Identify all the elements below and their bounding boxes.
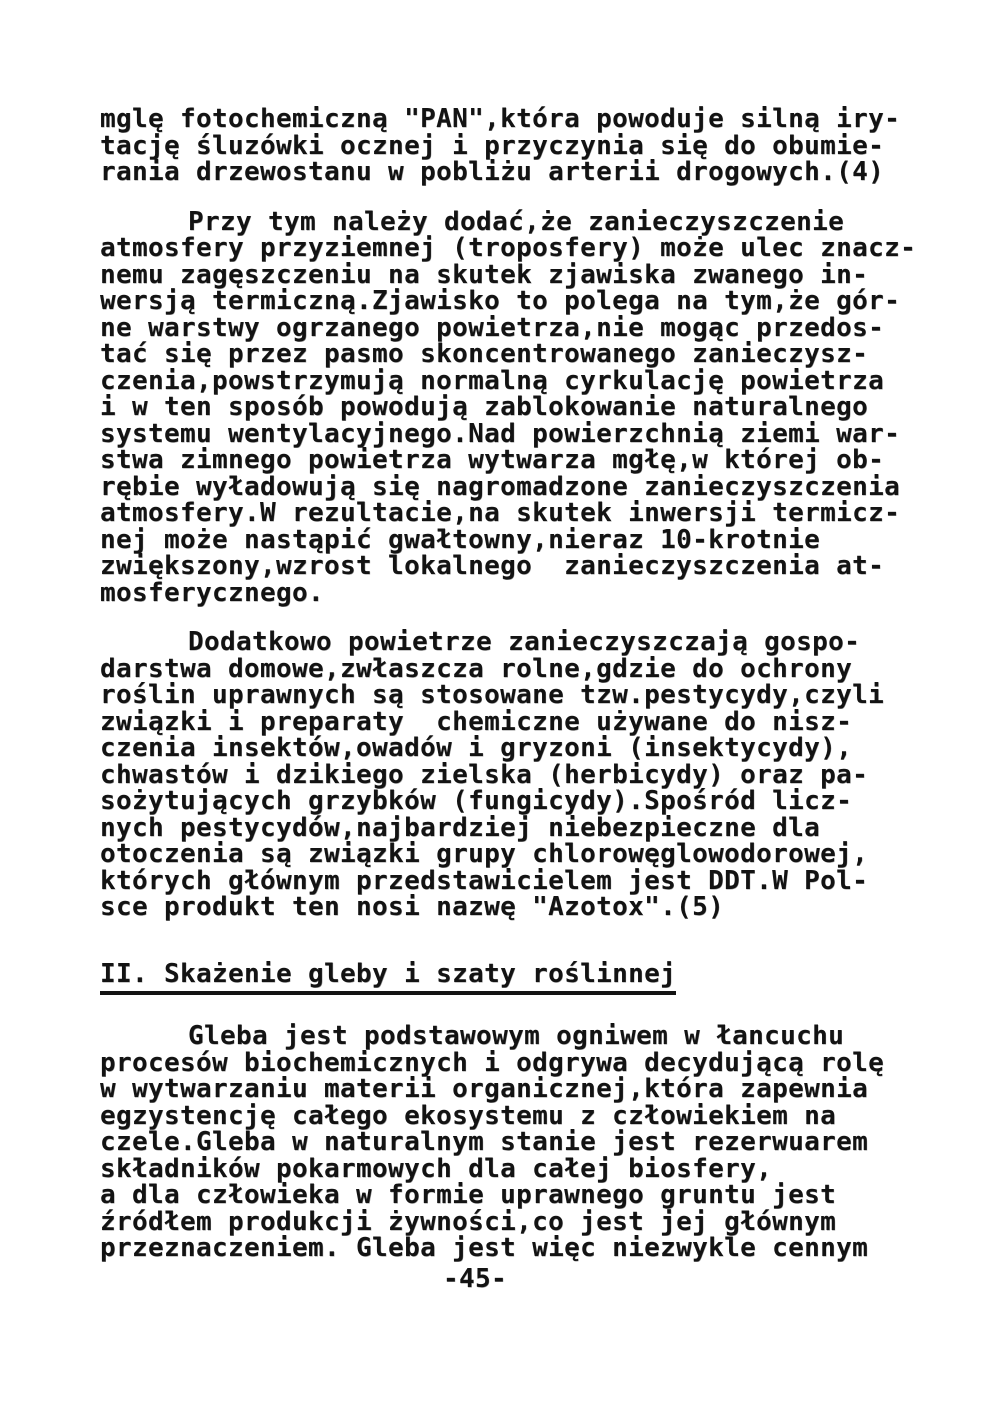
text-line: przeznaczeniem. Gleba jest więc niezwykle cennym: [100, 1233, 869, 1263]
text-line: czenia,powstrzymują normalną cyrkulację powietrza: [100, 365, 885, 396]
text-line: atmosfery przyziemnej (troposfery) może ulec znacz-: [100, 233, 917, 263]
text-line: chwastów i dzikiego zielska (herbicydy) oraz pa-: [100, 759, 869, 790]
text-line: mosferycznego.: [100, 577, 325, 608]
text-line: stwa zimnego powietrza wytwarza mgłę,w której ob-: [100, 445, 885, 475]
text-line: tać się przez pasmo skoncentrowanego zanieczysz-: [100, 339, 869, 369]
text-line: a dla człowieka w formie uprawnego gruntu jest: [100, 1180, 837, 1210]
paragraph: [100, 206, 920, 608]
paragraph: [100, 629, 920, 921]
text-line: i w ten sposób powodują zablokowanie naturalnego: [100, 392, 869, 422]
text-line: czele.Gleba w naturalnym stanie jest rezerwuarem: [100, 1127, 869, 1157]
text-line: rania drzewostanu w pobliżu arterii drogowych.(4): [100, 157, 885, 187]
text-line: darstwa domowe,zwłaszcza rolne,gdzie do ochrony: [100, 653, 853, 684]
text-line: procesów biochemicznych i odgrywa decydującą rolę: [100, 1047, 885, 1078]
paragraph: [100, 1023, 920, 1262]
text-line: czenia insektów,owadów i gryzoni (insektycydy),: [100, 733, 853, 763]
text-line: których głównym przedstawicielem jest DDT.W Pol-: [100, 865, 869, 896]
text-line: otoczenia są związki grupy chlorowęglowodorowej,: [100, 839, 869, 869]
text-line: sce produkt ten nosi nazwę "Azotox".(5): [100, 892, 725, 922]
section-heading: [100, 958, 920, 996]
text-line: rębie wyładowują się nagromadzone zanieczyszczenia: [100, 471, 901, 502]
text-line: Przy tym należy dodać,że zanieczyszczenie: [188, 206, 845, 237]
text-line: składników pokarmowych dla całej biosfery,: [100, 1153, 773, 1184]
text-line: nej może nastąpić gwałtowny,nieraz 10-krotnie: [100, 524, 821, 555]
text-line: ne warstwy ogrzanego powietrza,nie mogąc przedos-: [100, 312, 885, 343]
text-line: zwiększony,wzrost lokalnego zanieczyszczenia at-: [100, 551, 885, 581]
text-line: źródłem produkcji żywności,co jest jej głównym: [100, 1206, 837, 1237]
text-line: atmosfery.W rezultacie,na skutek inwersji termicz-: [100, 498, 901, 528]
document-content: [100, 106, 920, 1285]
text-line: związki i preparaty chemiczne używane do nisz-: [100, 706, 853, 737]
text-line: wersją termiczną.Zjawisko to polega na tym,że gór-: [100, 286, 901, 316]
text-line: tację śluzówki ocznej i przyczynia się do obumie-: [100, 130, 885, 161]
section-heading-text: II. Skażenie gleby i szaty roślinnej: [100, 961, 676, 996]
text-line: w wytwarzaniu materii organicznej,która zapewnia: [100, 1074, 869, 1104]
text-line: nemu zagęszczeniu na skutek zjawiska zwanego in-: [100, 259, 869, 290]
page-number: -45-: [442, 1264, 507, 1294]
text-line: sożytujących grzybków (fungicydy).Spośród licz-: [100, 786, 853, 816]
text-line: roślin uprawnych są stosowane tzw.pestycydy,czyli: [100, 680, 885, 710]
text-line: nych pestycydów,najbardziej niebezpieczne dla: [100, 812, 821, 843]
text-line: egzystencję całego ekosystemu z człowiekiem na: [100, 1100, 837, 1131]
text-line: mglę fotochemiczną "PAN",która powoduje silną iry-: [100, 104, 901, 134]
text-line: Gleba jest podstawowym ogniwem w łancuchu: [188, 1021, 845, 1051]
text-line: systemu wentylacyjnego.Nad powierzchnią ziemi war-: [100, 418, 901, 449]
paragraph: [100, 106, 920, 186]
text-line: Dodatkowo powietrze zanieczyszczają gospo-: [188, 627, 861, 657]
